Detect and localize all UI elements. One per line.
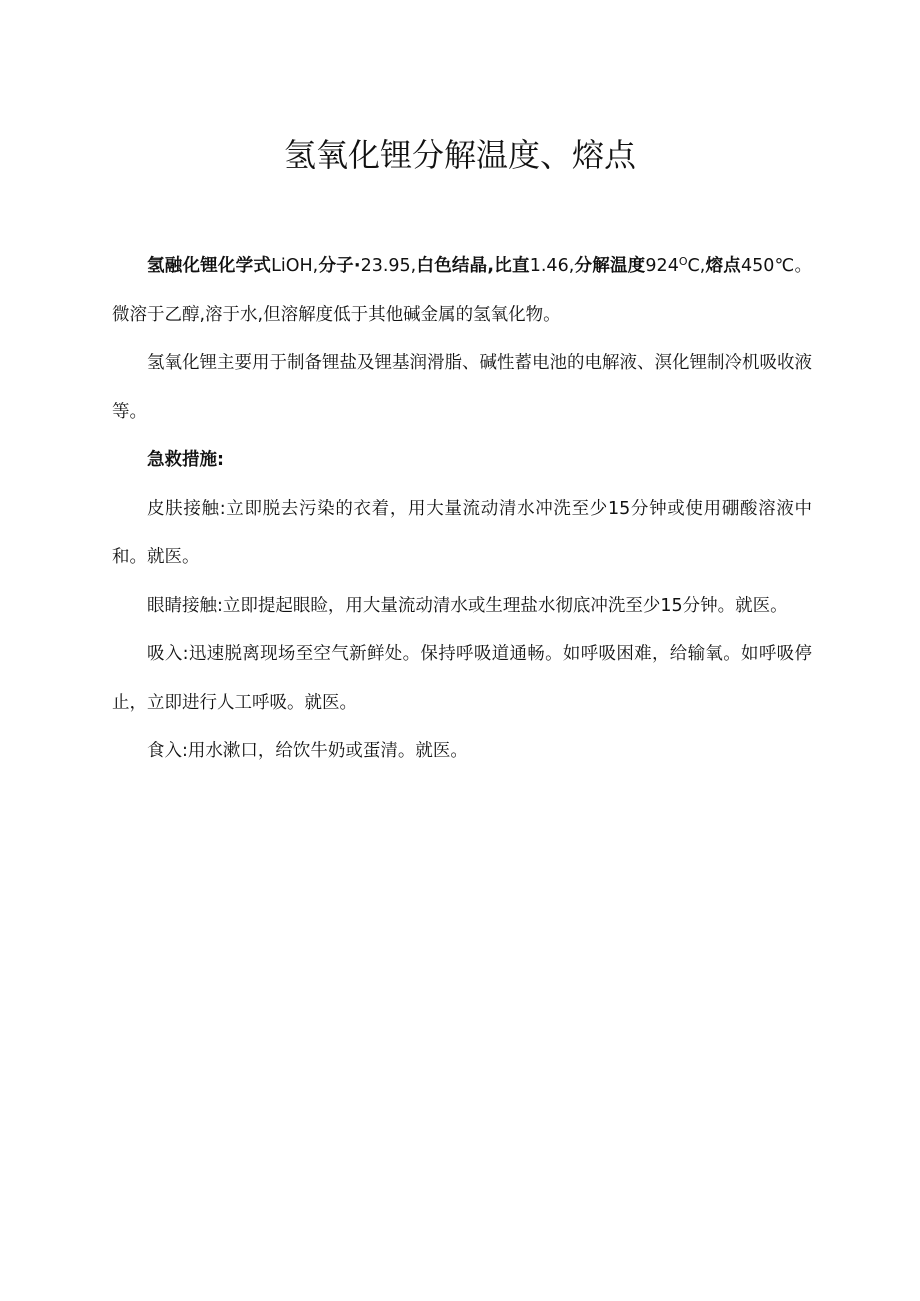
paragraph-properties: [112, 238, 812, 339]
text-run: 熔点: [705, 256, 741, 276]
first-aid-heading: 急救措施:: [147, 450, 224, 470]
paragraph-skin-contact: 皮肤接触:立即脱去污染的衣着，用大量流动清水冲洗至少15分钟或使用硼酸溶液中和。就医。: [112, 498, 812, 567]
text-run: 924: [645, 256, 679, 276]
document-body: [112, 238, 812, 776]
degree-superscript: O: [678, 255, 688, 268]
text-run: 分子·: [318, 256, 361, 276]
paragraph-eye-contact: 眼睛接触:立即提起眼睑，用大量流动清水或生理盐水彻底冲洗至少15分钟。就医。: [147, 595, 788, 616]
page-title: 氢氧化锂分解温度、熔点: [283, 136, 636, 174]
text-run: 白色结晶,比直: [416, 256, 530, 276]
text-run: 分解温度: [574, 256, 646, 276]
paragraph-inhalation: 吸入:迅速脱离现场至空气新鲜处。保持呼吸道通畅。如呼吸困难，给输氧。如呼吸停止，立即进行人工呼吸。就医。: [112, 644, 812, 713]
text-run: 23.95,: [360, 256, 417, 276]
text-run: LiOH,: [271, 256, 319, 276]
text-run: 氢融化锂化学式: [147, 256, 272, 276]
text-run: 1.46,: [529, 256, 575, 276]
paragraph-ingestion: 食入:用水漱口，给饮牛奶或蛋清。就医。: [147, 741, 468, 761]
text-run: C,: [687, 256, 706, 276]
text-run: 450℃。微溶于乙醇,溶于水,但溶解度低于其他碱金属的氢氧化物。: [112, 256, 813, 325]
paragraph-uses: 氢氧化锂主要用于制备锂盐及锂基润滑脂、碱性蓄电池的电解液、溟化锂制冷机吸收液等。: [112, 353, 812, 422]
